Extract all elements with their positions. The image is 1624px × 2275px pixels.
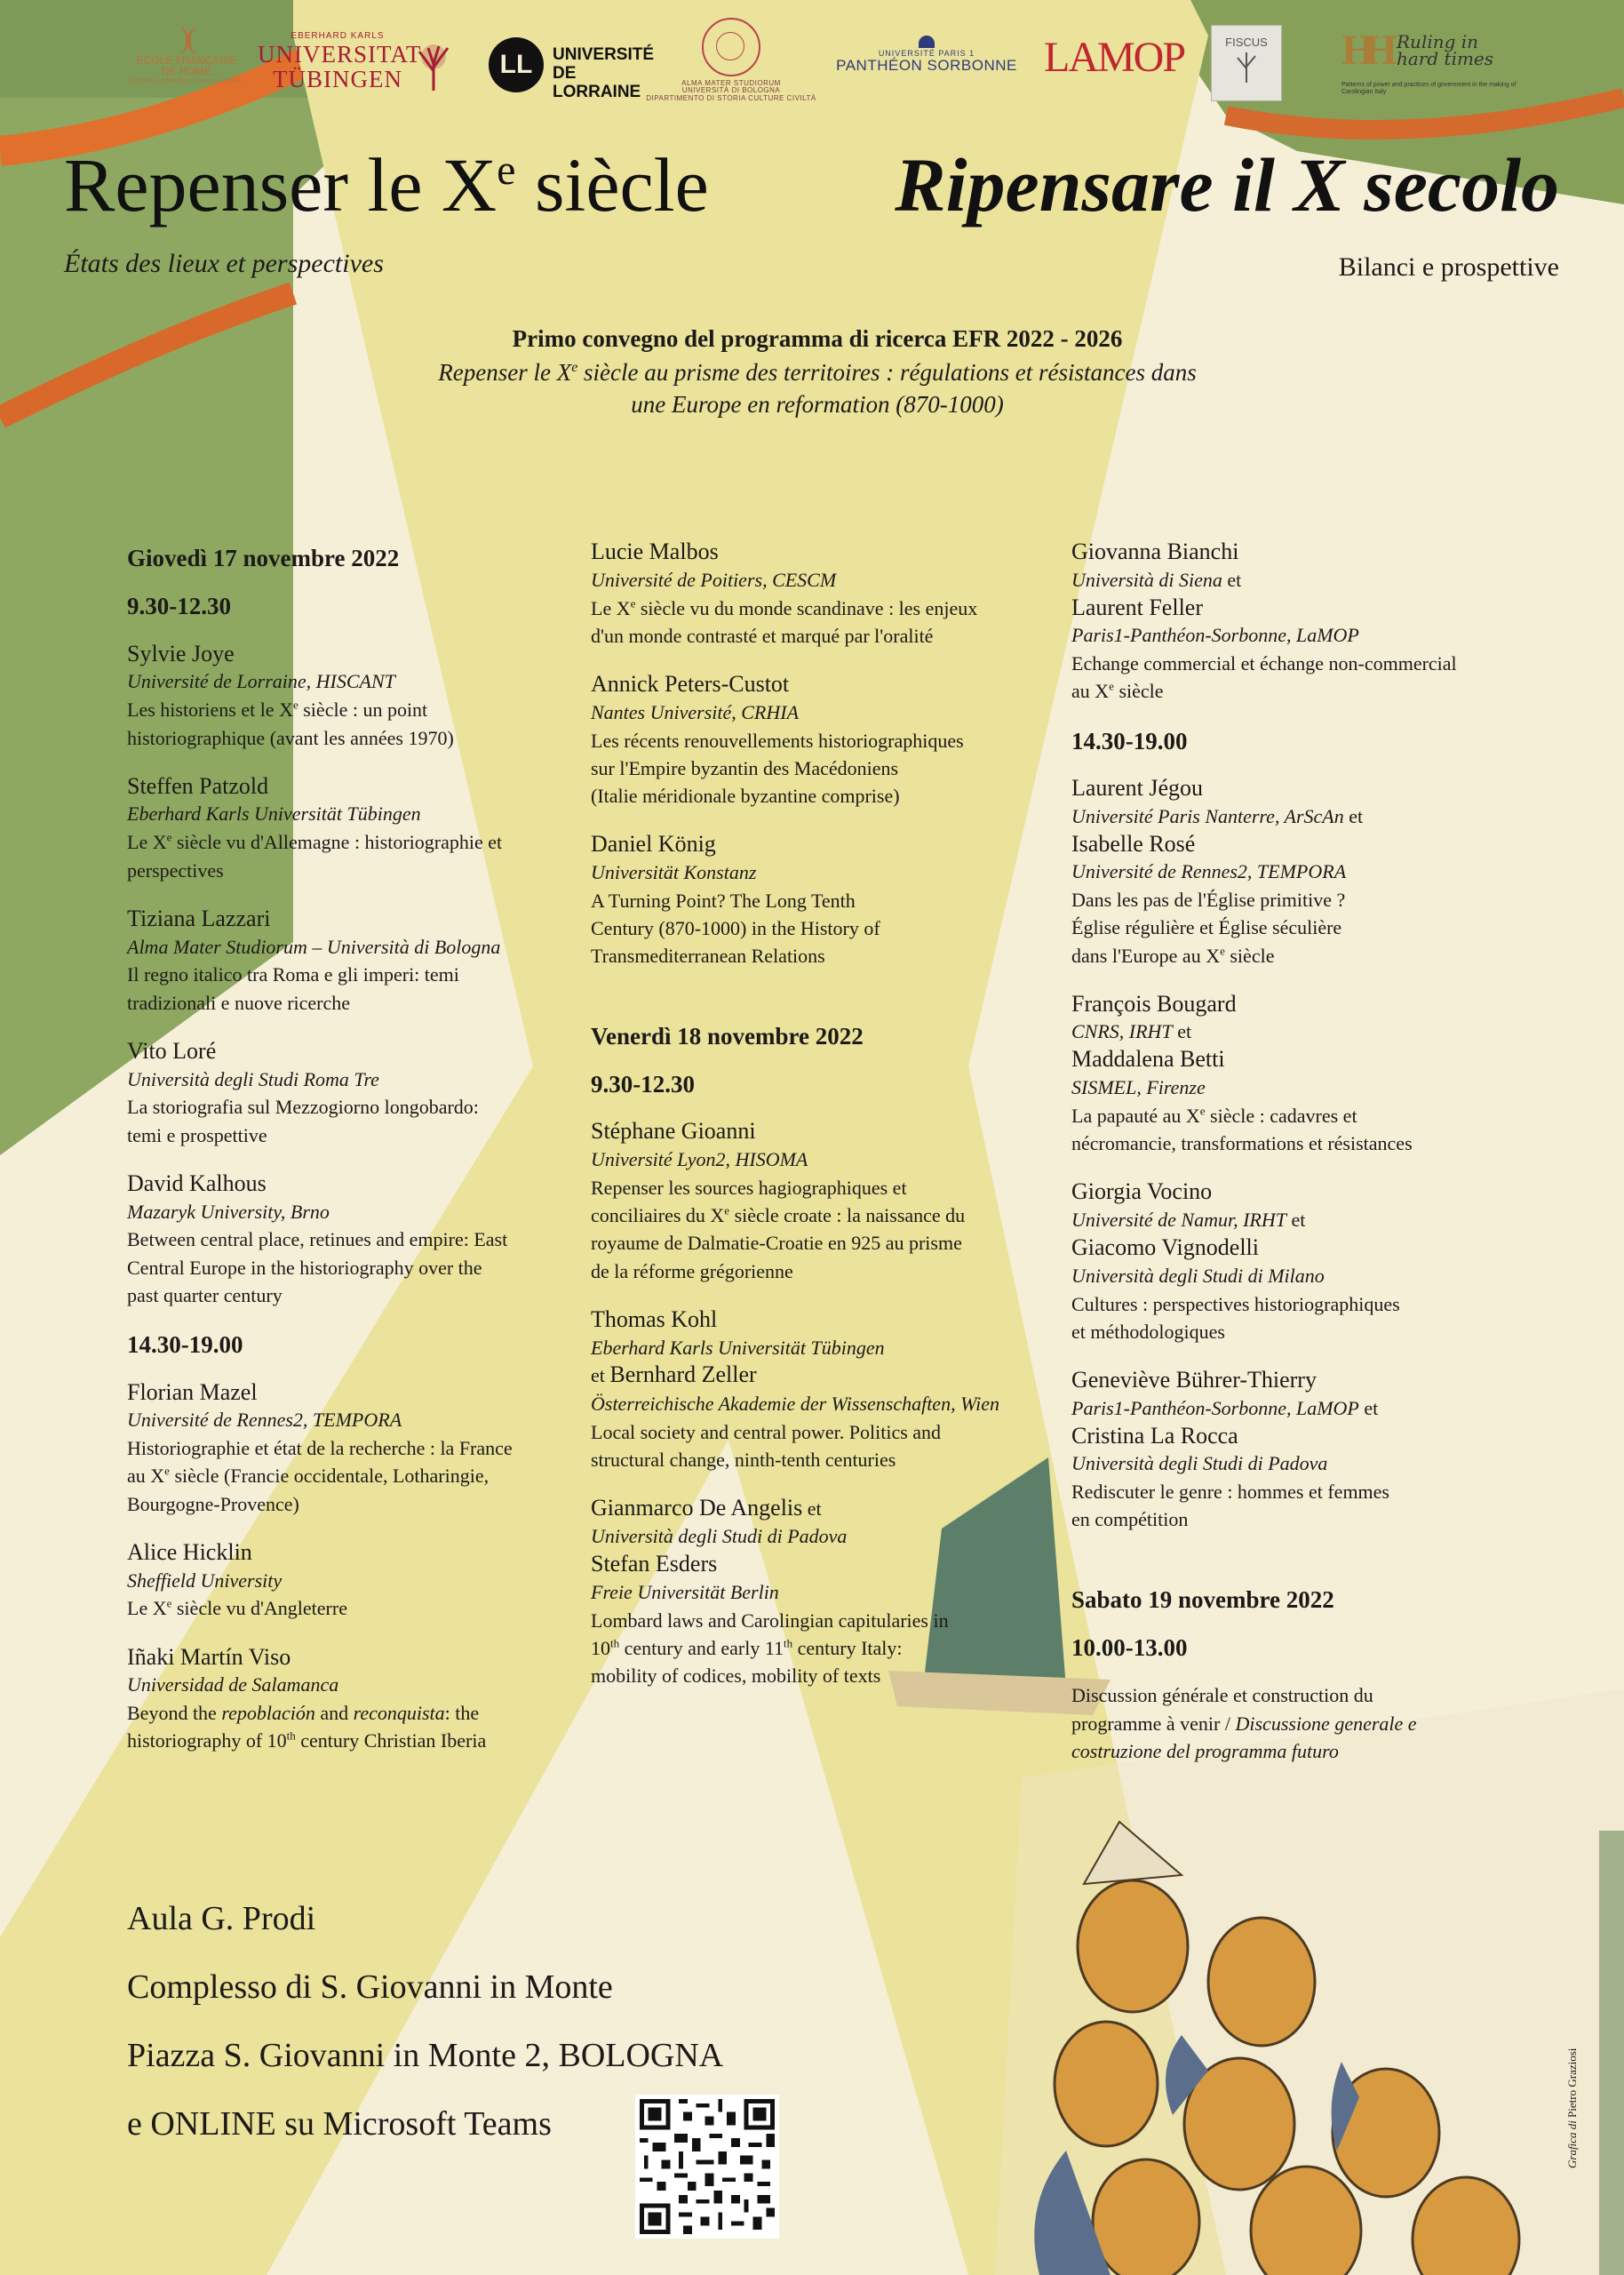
intro-subtitle-line2: une Europe en reformation (870-1000) [631, 390, 1004, 418]
talk-entry [1071, 539, 1516, 706]
talk-entry [127, 906, 562, 1017]
speaker-name: Laurent Jégou [1071, 774, 1204, 801]
speaker-affiliation: Université de Lorraine, HISCANT [127, 670, 395, 693]
credit-name: Pietro Graziosi [1565, 2048, 1579, 2118]
tubingen-logo-line3: TÜBINGEN [273, 65, 402, 92]
speaker-name: Steffen Patzold [127, 772, 269, 799]
speaker-name: Thomas Kohl [591, 1305, 718, 1332]
speaker-name-second: Maddalena Betti [1071, 1046, 1225, 1073]
talk-entry [591, 539, 1035, 650]
efr-logo-line1: ÉCOLE FRANÇAISE [136, 53, 237, 67]
qr-code-icon[interactable] [635, 2095, 779, 2239]
speaker-affiliation: Paris1-Panthéon-Sorbonne, LaMOP et [1071, 1396, 1379, 1419]
talk-entry [591, 1495, 1035, 1689]
talk-entry [127, 1644, 562, 1755]
talk-title: Il regno italico tra Roma e gli imperi: temi tradizionali e nuove ricerche [127, 963, 459, 1014]
speaker-name: David Kalhous [127, 1169, 267, 1196]
speaker-name-second: Stefan Esders [591, 1551, 718, 1577]
talk-title: Lombard laws and Carolingian capitularies in 10th century and early 11th century Italy: mobility of codices, mobility of texts [591, 1608, 949, 1688]
speaker-name: Sylvie Joye [127, 640, 235, 667]
programme-column-2 [591, 539, 1035, 1711]
time-slot: 14.30-19.00 [127, 1331, 243, 1359]
tubingen-tree-icon [416, 39, 451, 92]
talk-title: Les récents renouvellements historiographiques sur l'Empire byzantin des Macédoniens (Italie méridionale byzantine comprise) [591, 729, 964, 808]
intro-subtitle-part2: siècle au prisme des territoires : régulations et résistances dans [577, 359, 1197, 386]
speaker-affiliation-second: Paris1-Panthéon-Sorbonne, LaMOP [1071, 624, 1359, 647]
ruling-logo-line1: Ruling in [1397, 31, 1479, 52]
talk-entry [591, 1306, 1035, 1473]
talk-entry [591, 831, 1035, 970]
day-heading: Venerdì 18 novembre 2022 [591, 1022, 864, 1050]
talk-title: Local society and central power. Politics and structural change, ninth-tenth centuries [591, 1420, 942, 1471]
title-french [64, 142, 709, 228]
talk-entry [127, 1170, 562, 1309]
ruling-logo-tagline: Patterns of power and practices of government in the making of Carolingian Italy [1341, 82, 1517, 95]
speaker-name-second: et Bernhard Zeller [591, 1361, 757, 1388]
talk-entry [1071, 1367, 1516, 1534]
talk-entry [591, 671, 1035, 810]
efr-logo-line3: Histoire, Archéologie, Sciences sociales [130, 76, 243, 84]
day-heading: Giovedì 17 novembre 2022 [127, 545, 400, 571]
speaker-affiliation: Università degli Studi di Padova [591, 1525, 848, 1548]
talk-title: Beyond the repoblación and reconquista: the historiography of 10th century Christian Iberia [127, 1702, 487, 1752]
talk-title: Between central place, retinues and empire: East Central Europe in the historiography over the past quarter century [127, 1228, 508, 1306]
talk-title: Le Xe siècle vu du monde scandinave : les enjeux d'un monde contrasté et marqué par l'oralité [591, 596, 978, 647]
speaker-name: Lucie Malbos [591, 539, 719, 564]
speaker-name: Giovanna Bianchi [1071, 539, 1239, 564]
speaker-affiliation: CNRS, IRHT et [1071, 1020, 1192, 1043]
pantheon-logo-line2: PANTHÉON SORBONNE [836, 57, 1017, 75]
talk-entry [591, 1118, 1035, 1285]
efr-logo-line2: DE ROME [161, 65, 211, 78]
intro-programme-line: Primo convegno del programma di ricerca EFR 2022 - 2026 [512, 325, 1123, 352]
speaker-affiliation: Nantes Université, CRHIA [591, 700, 800, 723]
speaker-affiliation: Universität Konstanz [591, 860, 757, 883]
bologna-logo [638, 18, 824, 102]
efr-mark-icon: )( [179, 22, 194, 55]
fiscus-logo [1211, 25, 1282, 101]
efr-logo [115, 23, 258, 84]
talk-entry [1071, 775, 1516, 970]
speaker-name-second: Laurent Feller [1071, 594, 1203, 620]
pantheon-logo-line1: UNIVERSITÉ PARIS 1 [878, 49, 975, 58]
speaker-name-second: Cristina La Rocca [1071, 1422, 1238, 1449]
speaker-name: Vito Loré [127, 1037, 217, 1064]
subtitle-italian: Bilanci e prospettive [1338, 252, 1559, 282]
talk-title: La storiografia sul Mezzogiorno longobardo: temi e prospettive [127, 1096, 479, 1146]
talk-title: A Turning Point? The Long Tenth Century (870-1000) in the History of Transmediterranean Relations [591, 889, 880, 968]
speaker-name: Daniel König [591, 831, 716, 858]
talk-title: Le Xe siècle vu d'Angleterre [127, 1597, 347, 1620]
speaker-name: Tiziana Lazzari [127, 905, 271, 931]
talk-title: Historiographie et état de la recherche : la France au Xe siècle (Francie occidentale, Lotharingie, Bourgogne-Provence) [127, 1437, 513, 1515]
tubingen-logo-line1: EBERHARD KARLS [291, 31, 385, 41]
talk-entry [1071, 1178, 1516, 1345]
time-slot: 9.30-12.30 [127, 593, 231, 620]
speaker-affiliation: Université Lyon2, HISOMA [591, 1148, 808, 1171]
speaker-name: Geneviève Bührer-Thierry [1071, 1367, 1317, 1393]
speaker-affiliation: Université de Namur, IRHT et [1071, 1209, 1306, 1232]
pantheon-dome-icon [919, 36, 935, 48]
talk-entry [1071, 1681, 1516, 1765]
speaker-name: Florian Mazel [127, 1378, 258, 1405]
speaker-affiliation: Alma Mater Studiorum – Università di Bologna [127, 935, 501, 958]
speaker-affiliation-second: Österreichische Akademie der Wissenschaften, Wien [591, 1392, 1000, 1415]
speaker-affiliation: Eberhard Karls Universität Tübingen [591, 1336, 885, 1359]
speaker-affiliation: Mazaryk University, Brno [127, 1200, 330, 1223]
talk-title: Echange commercial et échange non-commercial au Xe siècle [1071, 652, 1457, 703]
speaker-name: Alice Hicklin [127, 1538, 252, 1565]
speaker-name: Stéphane Gioanni [591, 1118, 756, 1145]
subtitle-french: États des lieux et perspectives [64, 249, 384, 278]
bologna-logo-line1: ALMA MATER STUDIORUM [681, 79, 781, 87]
speaker-name: Giorgia Vocino [1071, 1178, 1213, 1205]
title-french-end: siècle [515, 142, 709, 228]
time-slot: 9.30-12.30 [591, 1070, 695, 1098]
time-slot: 10.00-13.00 [1071, 1633, 1188, 1661]
speaker-affiliation-second: Université de Rennes2, TEMPORA [1071, 860, 1347, 883]
speaker-affiliation-second: Freie Universität Berlin [591, 1580, 779, 1603]
intro-subtitle-part1: Repenser le X [438, 359, 572, 386]
venue-info [127, 1902, 723, 2175]
talk-entry [127, 1539, 562, 1623]
ruling-in-hard-times-logo [1341, 28, 1519, 100]
speaker-affiliation: Université de Poitiers, CESCM [591, 568, 837, 591]
bologna-logo-line3: DIPARTIMENTO DI STORIA CULTURE CIVILTÀ [646, 93, 816, 102]
talk-title: Les historiens et le Xe siècle : un point historiographique (avant les années 1970) [127, 698, 454, 749]
fiscus-tree-icon [1229, 49, 1264, 84]
venue-room: Aula G. Prodi [127, 1900, 316, 1937]
talk-title: Le Xe siècle vu d'Allemagne : historiographie et perspectives [127, 831, 503, 882]
speaker-affiliation: Universidad de Salamanca [127, 1673, 339, 1696]
lorraine-logo-line2: DE LORRAINE [553, 63, 641, 101]
speaker-affiliation-second: Università degli Studi di Padova [1071, 1452, 1328, 1475]
pantheon-sorbonne-logo [833, 36, 1020, 74]
lorraine-mark-icon: LL [489, 37, 544, 92]
speaker-name-second: Isabelle Rosé [1071, 830, 1196, 857]
speaker-affiliation: Sheffield University [127, 1569, 283, 1592]
title-italian: Ripensare il X secolo [895, 142, 1559, 228]
speaker-affiliation: Université Paris Nanterre, ArScAn et [1071, 804, 1364, 827]
programme-column-1 [127, 544, 562, 1776]
talk-title: Cultures : perspectives historiographiques et méthodologiques [1071, 1292, 1400, 1343]
talk-title: Rediscuter le genre : hommes et femmes en compétition [1071, 1481, 1389, 1531]
speaker-affiliation: Università di Siena et [1071, 568, 1242, 591]
speaker-affiliation: Università degli Studi Roma Tre [127, 1067, 379, 1090]
venue-building: Complesso di S. Giovanni in Monte [127, 1968, 613, 2006]
intro-programme-subtitle [284, 357, 1350, 421]
talk-title: Discussion générale et construction du programme à venir / Discussione generale e costruzione del programma futuro [1071, 1684, 1417, 1762]
speaker-affiliation: Université de Rennes2, TEMPORA [127, 1409, 402, 1432]
speaker-affiliation: Eberhard Karls Universität Tübingen [127, 802, 421, 826]
talk-title: La papauté au Xe siècle : cadavres et nécromancie, transformations et résistances [1071, 1104, 1413, 1155]
talk-title: Repenser les sources hagiographiques et conciliaires du Xe siècle croate : la naissance du royaume de Dalmatie-Croatie en 925 au prisme de la réforme grégorienne [591, 1176, 966, 1282]
time-slot: 14.30-19.00 [1071, 727, 1188, 754]
lorraine-logo-line1: UNIVERSITÉ [553, 45, 655, 64]
programme-column-3 [1071, 539, 1516, 1786]
talk-entry [127, 1038, 562, 1149]
speaker-name: François Bougard [1071, 990, 1237, 1017]
speaker-name: Gianmarco De Angelis et [591, 1495, 822, 1521]
tubingen-logo [258, 31, 422, 92]
speaker-name: Iñaki Martín Viso [127, 1643, 291, 1670]
day-heading: Sabato 19 novembre 2022 [1071, 1585, 1334, 1613]
talk-entry [127, 641, 562, 752]
ruling-logo-line2: hard times [1397, 48, 1494, 69]
title-french-main: Repenser le X [64, 142, 498, 228]
talk-entry [127, 1379, 562, 1518]
intro-subtitle-superscript: e [571, 360, 578, 375]
ruling-monogram-icon: HH [1341, 27, 1387, 74]
venue-address: Piazza S. Giovanni in Monte 2, BOLOGNA [127, 2037, 724, 2074]
fiscus-logo-name: FISCUS [1225, 36, 1268, 49]
bologna-seal-icon [702, 18, 760, 76]
lamop-logo-name: LAMOP [1044, 34, 1185, 81]
tubingen-logo-line2: UNIVERSITAT [258, 40, 422, 68]
credit-label: Grafica di [1565, 2120, 1579, 2168]
speaker-name-second: Giacomo Vignodelli [1071, 1233, 1259, 1260]
speaker-affiliation-second: Università degli Studi di Milano [1071, 1264, 1325, 1287]
lamop-logo [1044, 34, 1185, 81]
talk-title: Dans les pas de l'Église primitive ? Église régulière et Église séculière dans l'Europe au Xe siècle [1071, 889, 1346, 967]
speaker-name: Annick Peters-Custot [591, 671, 790, 698]
talk-entry [1071, 991, 1516, 1158]
venue-online: e ONLINE su Microsoft Teams [127, 2105, 552, 2143]
partner-logos [115, 18, 1519, 116]
bologna-logo-line2: UNIVERSITÀ DI BOLOGNA [681, 86, 781, 95]
talk-entry [127, 773, 562, 884]
graphic-credit [1565, 2048, 1580, 2168]
title-french-superscript: e [497, 147, 516, 194]
speaker-affiliation-second: SISMEL, Firenze [1071, 1076, 1206, 1099]
